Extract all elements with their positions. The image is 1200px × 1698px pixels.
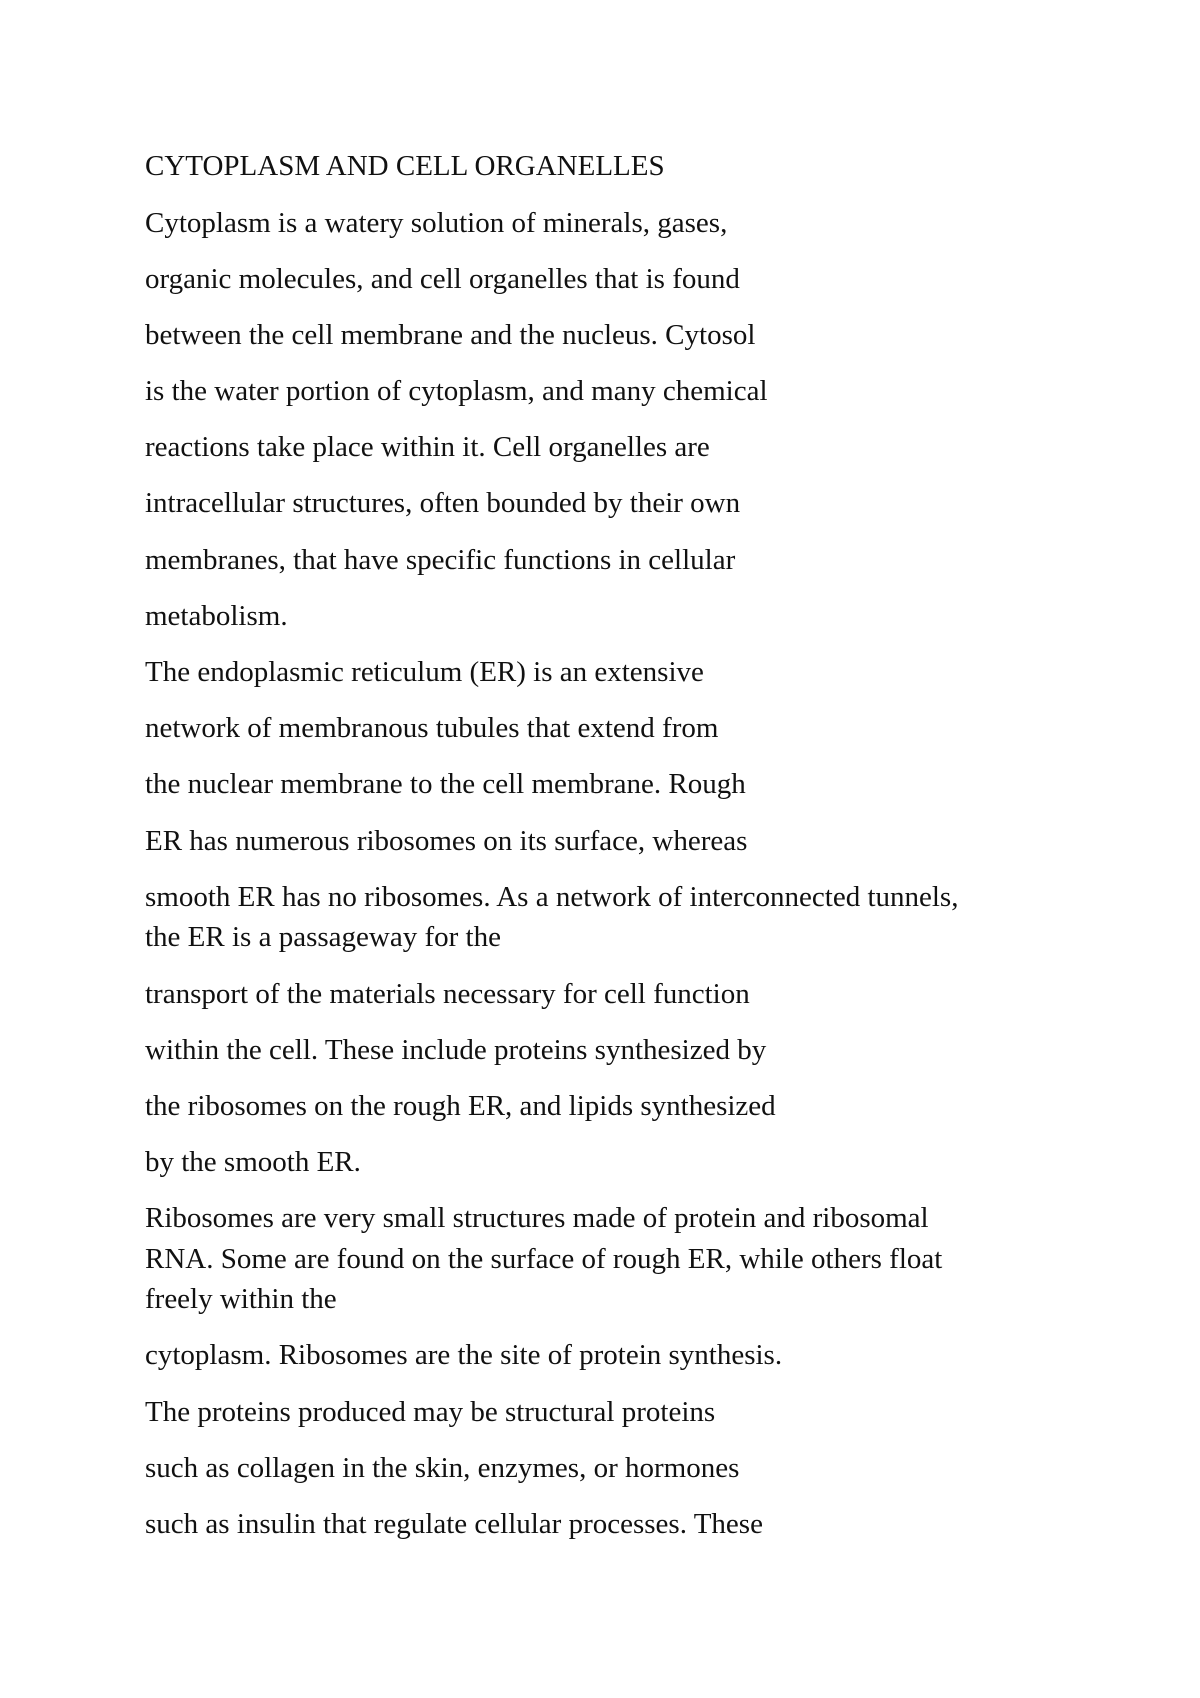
text-line: Ribosomes are very small structures made of protein and ribosomal [145, 1202, 929, 1234]
text-line: intracellular structures, often bounded by their own [145, 487, 741, 519]
text-line: ER has numerous ribosomes on its surface, whereas [145, 825, 748, 857]
text-line: by the smooth ER. [145, 1146, 361, 1178]
text-line: freely within the [145, 1283, 337, 1315]
text-line: cytoplasm. Ribosomes are the site of protein synthesis. [145, 1339, 783, 1371]
text-line: RNA. Some are found on the surface of rough ER, while others float [145, 1243, 943, 1275]
text-line: transport of the materials necessary for cell function [145, 978, 750, 1010]
text-line: membranes, that have specific functions in cellular [145, 544, 736, 576]
text-line: metabolism. [145, 600, 288, 632]
text-line: network of membranous tubules that extend from [145, 712, 719, 744]
document-title: CYTOPLASM AND CELL ORGANELLES [145, 150, 665, 182]
text-line: the nuclear membrane to the cell membrane. Rough [145, 768, 746, 800]
text-line: between the cell membrane and the nucleus. Cytosol [145, 319, 756, 351]
text-line: organic molecules, and cell organelles that is found [145, 263, 740, 295]
text-line: The endoplasmic reticulum (ER) is an extensive [145, 656, 704, 688]
text-line: smooth ER has no ribosomes. As a network of interconnected tunnels, [145, 881, 959, 913]
text-line: The proteins produced may be structural proteins [145, 1396, 716, 1428]
text-line: such as insulin that regulate cellular processes. These [145, 1508, 763, 1540]
text-line: within the cell. These include proteins synthesized by [145, 1034, 767, 1066]
text-line: is the water portion of cytoplasm, and many chemical [145, 375, 768, 407]
text-line: the ribosomes on the rough ER, and lipids synthesized [145, 1090, 776, 1122]
text-line: such as collagen in the skin, enzymes, or hormones [145, 1452, 740, 1484]
text-line: Cytoplasm is a watery solution of minerals, gases, [145, 207, 728, 239]
text-line: reactions take place within it. Cell organelles are [145, 431, 710, 463]
text-line: the ER is a passageway for the [145, 921, 501, 953]
